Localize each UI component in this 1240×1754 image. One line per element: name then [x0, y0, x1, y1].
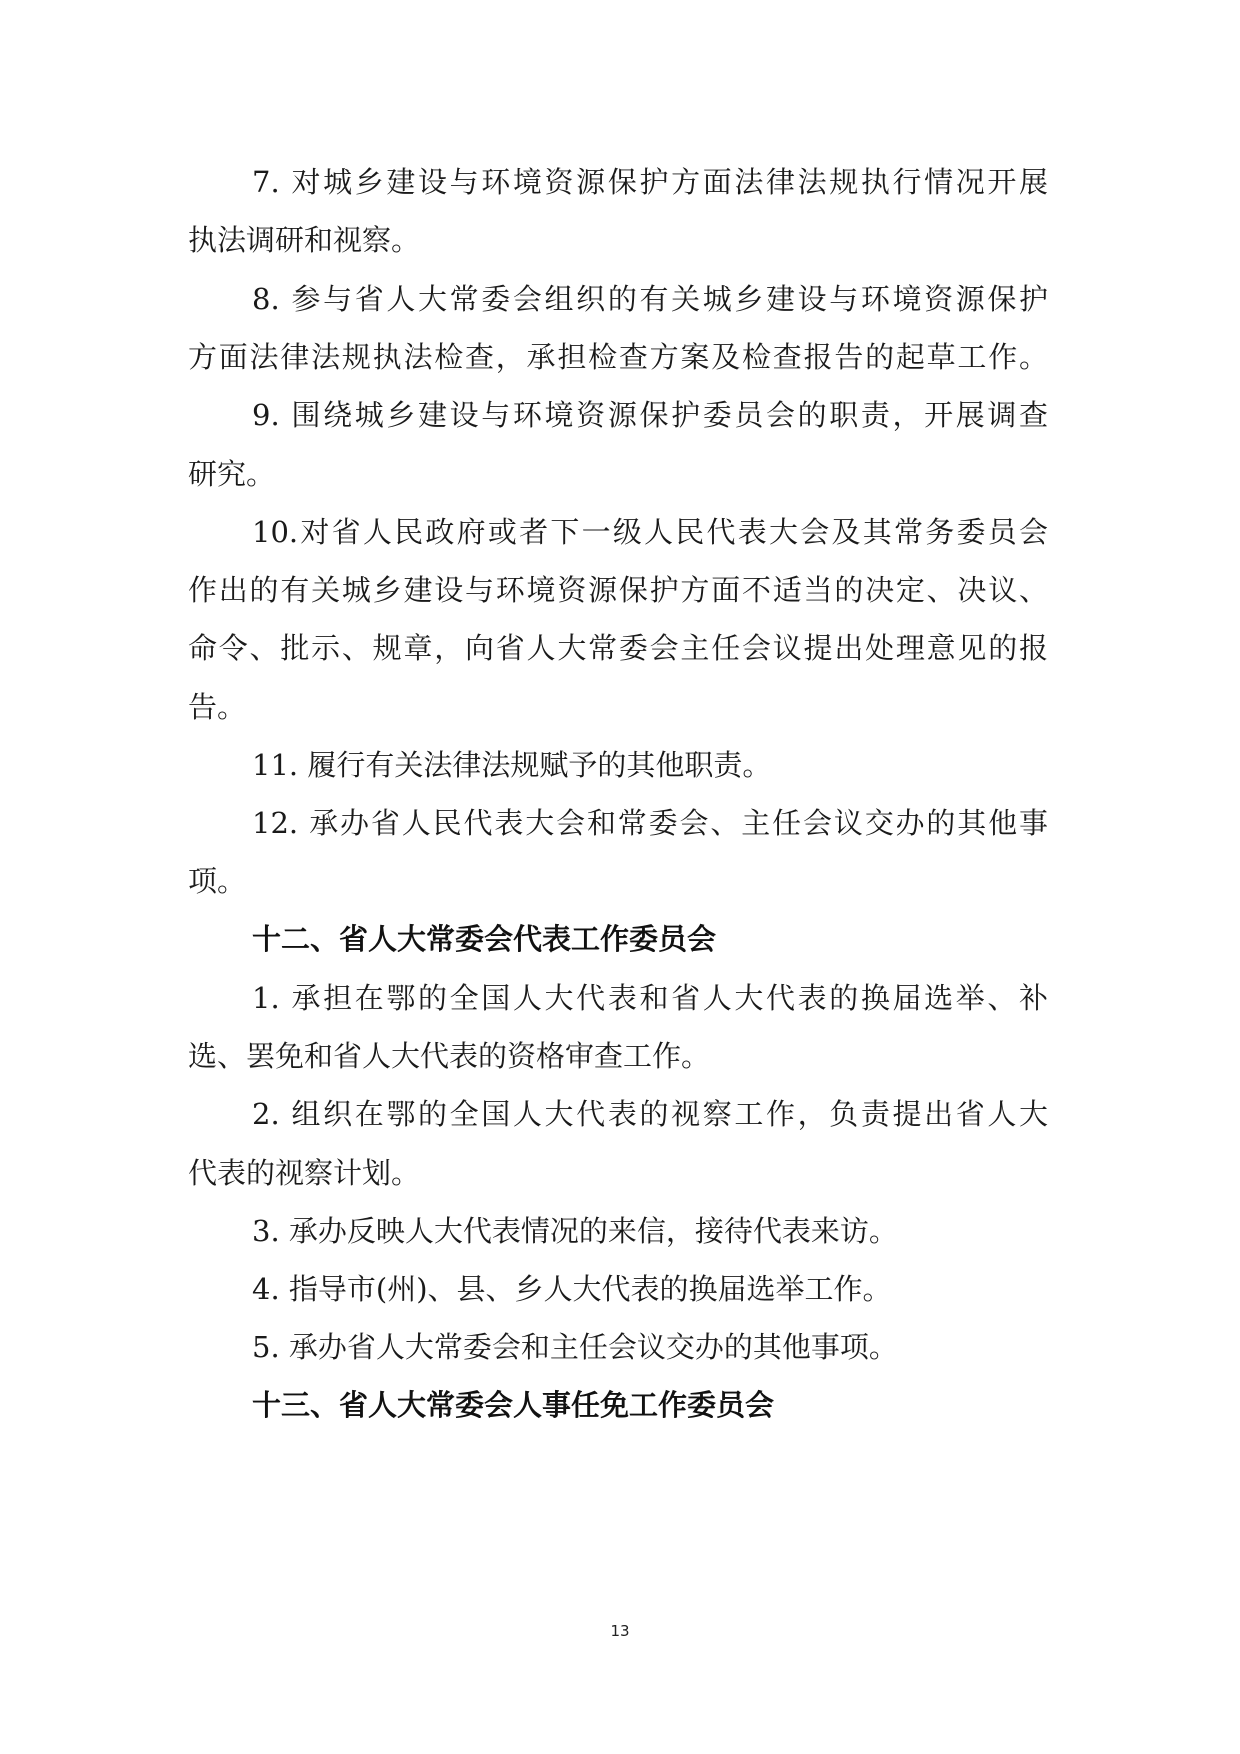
text-line: 执法调研和视察。 [188, 223, 421, 257]
text-line: 7. 对城乡建设与环境资源保护方面法律法规执行情况开展 [252, 165, 1048, 199]
text-line: 10.对省人民政府或者下一级人民代表大会及其常务委员会 [252, 515, 1048, 549]
text-line: 方面法律法规执法检查，承担检查方案及检查报告的起草工作。 [188, 340, 1048, 374]
section-heading: 十二、省人大常委会代表工作委员会 [252, 922, 717, 956]
text-line: 2. 组织在鄂的全国人大代表的视察工作，负责提出省人大 [252, 1097, 1048, 1131]
text-line: 8. 参与省人大常委会组织的有关城乡建设与环境资源保护 [252, 282, 1048, 316]
section-heading: 十三、省人大常委会人事任免工作委员会 [252, 1388, 775, 1422]
text-line: 代表的视察计划。 [188, 1156, 421, 1190]
text-line: 命令、批示、规章，向省人大常委会主任会议提出处理意见的报 [188, 631, 1048, 665]
text-line: 5. 承办省人大常委会和主任会议交办的其他事项。 [252, 1330, 898, 1364]
text-line: 项。 [188, 864, 247, 898]
text-line: 4. 指导市(州)、县、乡人大代表的换届选举工作。 [252, 1272, 892, 1306]
text-line: 12. 承办省人民代表大会和常委会、主任会议交办的其他事 [252, 806, 1048, 840]
text-line: 告。 [188, 690, 247, 724]
page-number: 13 [610, 1622, 630, 1640]
text-line: 3. 承办反映人大代表情况的来信，接待代表来访。 [252, 1214, 898, 1248]
text-line: 9. 围绕城乡建设与环境资源保护委员会的职责，开展调查 [252, 398, 1048, 432]
text-line: 11. 履行有关法律法规赋予的其他职责。 [252, 748, 772, 782]
text-line: 选、罢免和省人大代表的资格审查工作。 [188, 1039, 711, 1073]
text-line: 1. 承担在鄂的全国人大代表和省人大代表的换届选举、补 [252, 981, 1048, 1015]
text-line: 作出的有关城乡建设与环境资源保护方面不适当的决定、决议、 [188, 573, 1048, 607]
text-line: 研究。 [188, 457, 276, 491]
